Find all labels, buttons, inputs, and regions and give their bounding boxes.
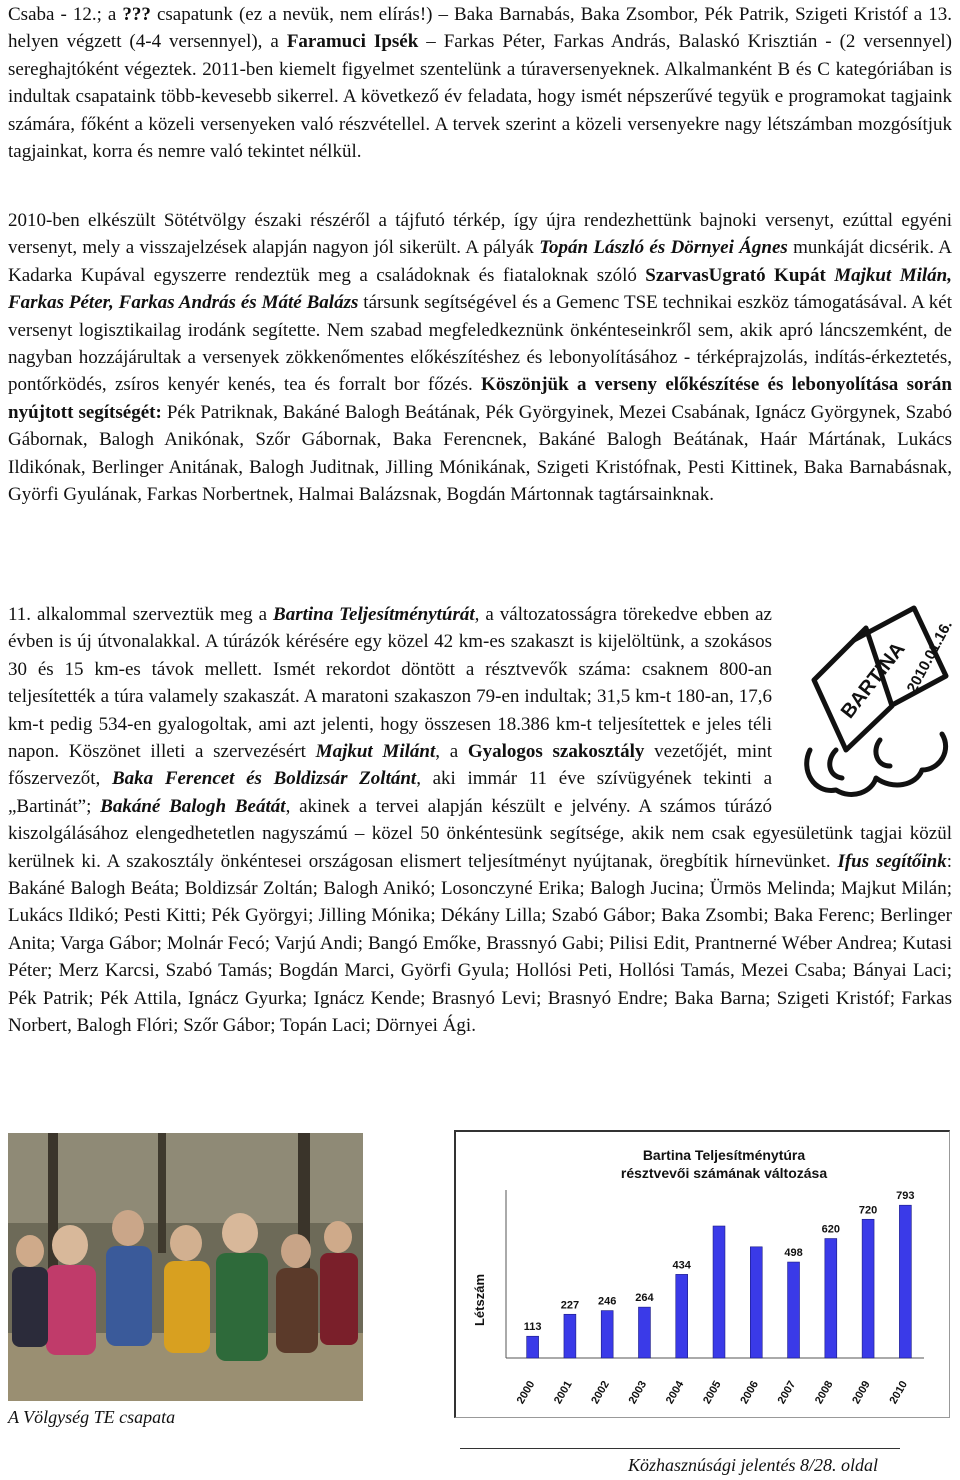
chart-title-line1: Bartina Teljesítménytúra (642, 1147, 806, 1163)
page-footer: Közhasznúsági jelentés 8/28. oldal (628, 1455, 879, 1475)
chart-tick-label: 2005 (701, 1378, 724, 1407)
chart-tick-label: 2006 (738, 1378, 761, 1407)
text-run: 11. alkalommal szerveztük meg a (8, 604, 274, 625)
footer-rule (460, 1448, 900, 1449)
participants-bar-chart (454, 1130, 950, 1418)
text-run: vezetőjét, mint főszervezőt, (8, 741, 772, 790)
logo-date: 2010.01.16. (903, 617, 956, 696)
text-run: Csaba - 12.; a (8, 4, 123, 25)
chart-data-label: 793 (896, 1190, 915, 1203)
text-run: , aki immár 11 éve szívügyének tekinti a „Bartinát”; (8, 768, 772, 817)
text-run: 2010-ben elkészült Sötétvölgy északi részéről a tájfutó térkép, így újra rendezhettünk bajnoki versenyt, ezúttal egyéni versenyt, mely a visszajelzések alapján nagyon jól sikerült. A pályák (8, 210, 952, 259)
text-run: Bartina Teljesítménytúrát (273, 604, 475, 625)
text-run: Majkut Milánt (315, 741, 436, 763)
chart-bar-2000 (527, 1336, 539, 1358)
logo-word: BARTINA (836, 638, 910, 723)
photo-caption: A Völgység TE csapata (8, 1407, 176, 1427)
chart-ylabel: Létszám (472, 1273, 487, 1327)
chart-bar-2005 (713, 1226, 725, 1358)
chart-bar-2001 (564, 1314, 576, 1358)
paragraph-orienteering-event (8, 207, 952, 508)
chart-tick-label: 2001 (551, 1378, 575, 1407)
chart-data-label: 620 (821, 1223, 840, 1236)
chart-tick-label: 2002 (589, 1378, 612, 1407)
text-run: Bakáné Balogh Beátát (100, 795, 286, 817)
text-run (826, 265, 834, 286)
chart-bar-2002 (601, 1311, 613, 1358)
chart-bars (527, 1205, 912, 1358)
text-run: Baka Ferencet és Boldizsár Zoltánt (111, 768, 417, 790)
text-run: SzarvasUgrató Kupát (645, 264, 826, 286)
chart-tick-label: 2000 (514, 1378, 538, 1407)
text-run: , akinek a tervei alapján készült e jelvény. A számos túrázó kiszolgálásához elengedhetetlen nagyszámú – közel 50 önkéntesünk segítsége, akik nem csak egyesületünk tagjai közül kerülnek ki. A szakosztály önkéntesei országosan elismert teljesítményt nyújtanak, öregbítik hírnevünket. (8, 795, 952, 872)
chart-bar-2004 (676, 1274, 688, 1358)
chart-data-label: 227 (560, 1299, 580, 1312)
text-run: Pék Patriknak, Bakáné Balogh Beátának, Pék Györgyinek, Mezei Csabának, Ignácz Györgynek, Szabó Gábornak, Balogh Anikónak, Szőr Gábornak, Baka Ferencnek, Bakáné Balogh Beátának, Haár Mártának, Lukács Ildikónak, Berlinger Anitának, Balogh Juditnak, Jilling Mónikának, Szigeti Kristófnak, Pesti Kittinek, Baka Barnabásnak, Györfi Gyulának, Farkas Norbertnek, Halmai Balázsnak, Bogdán Mártonnak tagtársainknak. (8, 401, 953, 506)
chart-tick-label: 2007 (775, 1378, 799, 1407)
text-run: Majkut Milán, Farkas Péter, Farkas András és Máté Balázs (8, 264, 952, 314)
chart-bar-2009 (862, 1219, 874, 1358)
bartina-badge-logo (796, 600, 956, 800)
text-run: társunk segítségével és a Gemenc TSE technikai eszköz támogatásával. A két versenyt logisztikailag irodánk segítette. Nem szabad megfeledkeznünk önkénteseinkről sem, akik apró láncszemként, de nagyban hozzájárultak a versenyek zökkenőmentes előkészítéshez és lebonyolításához - térképrajzolás, indítás-érkeztetés, pontőrködés, zsíros kenyér kenés, tea és forralt bor főzés. (8, 292, 952, 396)
chart-tick-label: 2008 (812, 1378, 836, 1407)
text-run: ??? (122, 4, 151, 25)
text-run: Gyalogos szakosztály (467, 741, 645, 763)
chart-data-label: 434 (672, 1259, 691, 1272)
text-run: Ifus segítőink (837, 850, 947, 872)
chart-bar-2006 (750, 1247, 762, 1358)
chart-tick-label: 2003 (626, 1378, 650, 1407)
chart-data-label: 264 (635, 1292, 654, 1305)
text-run: Faramuci Ipsék (286, 31, 419, 53)
text-run: Köszönjük a verseny előkészítése és lebonyolítása során nyújtott segítségét: (8, 374, 952, 423)
chart-tick-label: 2004 (663, 1378, 687, 1407)
team-photo (8, 1133, 363, 1401)
chart-title-line2: résztvevői számának változása (620, 1165, 828, 1181)
text-run: – Farkas Péter, Farkas András, Balaskó Krisztián - (2 versennyel) sereghajtóként végeztek. 2011-ben kiemelt figyelmet szentelünk a túraversenyeknek. Alkalmanként B és C kategóriában is indultak csapataink több-kevesebb sikerrel. A következő év feladata, hogy ismét népszerűvé tegyük e programokat tagjaink számára, főként a közeli versenyeken való részvétellel. A tervek szerint a közeli versenyekre nagy létszámban mozgósítjuk tagjainkat, korra és nemre való tekintet nélkül. (8, 31, 953, 163)
chart-bar-2007 (788, 1262, 800, 1358)
chart-data-label: 113 (523, 1321, 542, 1334)
text-run: , a (435, 741, 468, 763)
chart-bar-2003 (638, 1307, 650, 1358)
chart-bar-2010 (899, 1205, 911, 1358)
chart-tick-label: 2009 (850, 1378, 873, 1407)
paragraph-orienteering-results (8, 1, 952, 165)
text-run: , a változatosságra törekedve ebben az évben is új útvonalakkal. A túrázók kérésére egy közel 42 km-es szakaszt is kijelöltünk, a szokásos 30 és 15 km-es távok mellett. Ismét rekordot döntött a résztvevők száma: csaknem 800-an teljesítették a túra valamely szakaszát. A maratoni szakaszon 79-en indultak; 31,5 km-t 180-an, 17,6 km-t pedig 534-en gyalogoltak, ami azt jelenti, hogy összesen 18.386 km-t teljesítettek e jeles téli napon. Köszönet illeti a szervezésért (8, 604, 772, 763)
chart-data-label: 498 (784, 1247, 803, 1260)
text-run: csapatunk (ez a nevük, nem elírás!) – Baka Barnabás, Baka Zsombor, Pék Patrik, Szigeti Kristóf a 13. helyen végzett (4-4 versennyel), a (8, 4, 952, 53)
text-run: : Bakáné Balogh Beáta; Boldizsár Zoltán; Balogh Anikó; Losonczyné Erika; Balogh Jucina; Ürmös Melinda; Majkut Milán; Lukács Ildikó; Pesti Kitti; Pék Györgyi; Jilling Mónika; Dékány Lilla; Szabó Gábor; Baka Zsombi; Baka Ferenc; Berlinger Anita; Varga Gábor; Molnár Fecó; Varjú Andi; Bangó Emőke, Brassnyó Gabi; Pilisi Edit, Prantnerné Wéber Andrea; Kutasi Péter; Merz Karcsi, Szabó Tamás; Bogdán Marci, Györfi Gyula; Hollósi Peti, Hollósi Tamás, Mezei Csaba; Bányai Laci; Pék Patrik; Pék Attila, Ignácz Gyurka; Ignácz Kende; Brasnyó Levi; Brasnyó Endre; Baka Barna; Szigeti Kristóf; Farkas Norbert, Balogh Flóri; Szőr Gábor; Topán Laci; Dörnyei Ági. (8, 850, 952, 1037)
chart-tick-labels (515, 1378, 910, 1406)
chart-data-label: 246 (598, 1295, 617, 1308)
chart-bar-2008 (825, 1239, 837, 1358)
chart-tick-label: 2010 (887, 1378, 911, 1407)
text-run: Topán László és Dörnyei Ágnes (539, 237, 788, 259)
chart-data-label: 720 (858, 1204, 878, 1217)
text-run: munkáját dicsérik. A Kadarka Kupával egyszerre rendeztük meg a családoknak és fiataloknak szóló (8, 237, 953, 286)
